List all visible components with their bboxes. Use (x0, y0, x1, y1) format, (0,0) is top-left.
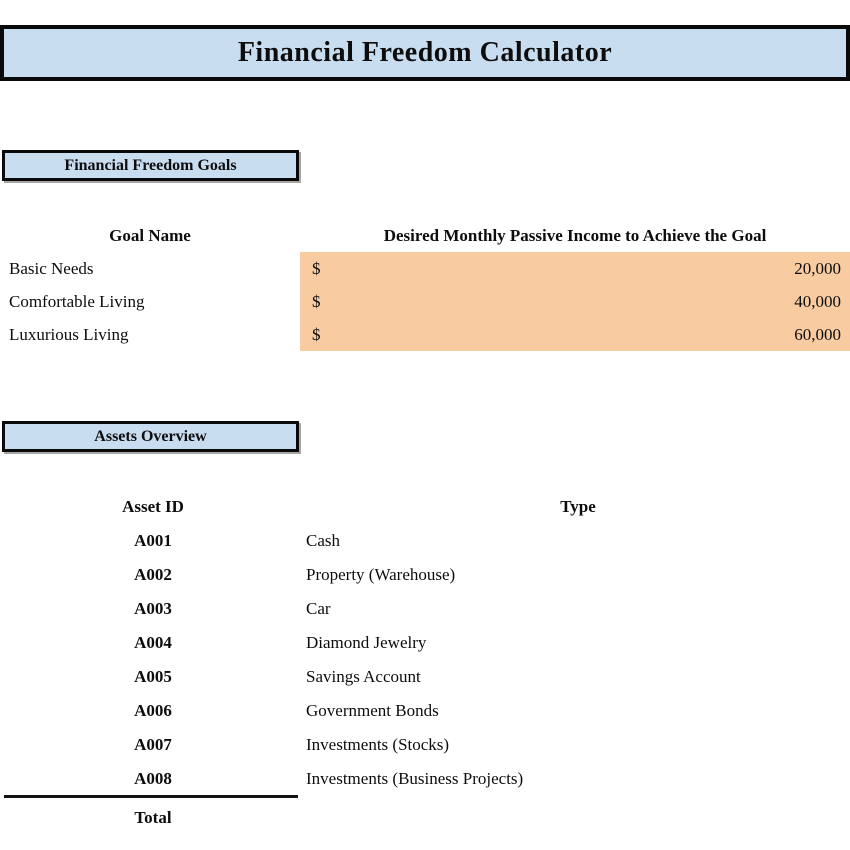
asset-id-cell: A002 (134, 565, 172, 584)
asset-id-column-header: Asset ID (122, 497, 184, 516)
goal-name-cell: Luxurious Living (9, 324, 129, 344)
asset-row (0, 524, 850, 558)
assets-table-header (0, 494, 850, 520)
asset-type-cell: Cash (306, 531, 340, 550)
asset-id-cell: A007 (134, 735, 172, 754)
asset-type-cell: Investments (Stocks) (306, 735, 450, 754)
asset-row (0, 762, 850, 796)
goal-amount-input-cell[interactable] (300, 252, 850, 285)
asset-row (0, 558, 850, 592)
asset-type-cell: Diamond Jewelry (306, 633, 427, 652)
goals-table-header (0, 223, 850, 249)
income-column-header: Desired Monthly Passive Income to Achieve the Goal (383, 226, 767, 245)
goals-section-title: Financial Freedom Goals (64, 156, 237, 174)
assets-section-title: Assets Overview (94, 427, 207, 445)
goal-amount-value: 60,000 (794, 324, 841, 344)
goal-name-cell: Comfortable Living (9, 291, 145, 311)
goal-amount-input-cell[interactable] (300, 285, 850, 318)
asset-id-cell: A005 (134, 667, 172, 686)
asset-row (0, 694, 850, 728)
title-banner (0, 25, 850, 81)
type-column-header: Type (560, 497, 596, 516)
page-title: Financial Freedom Calculator (237, 37, 613, 68)
asset-id-cell: A004 (134, 633, 172, 652)
goal-name-cell: Basic Needs (9, 258, 94, 278)
asset-type-cell: Savings Account (306, 667, 421, 686)
goal-name-column-header: Goal Name (109, 226, 191, 245)
goal-amount-value: 20,000 (794, 258, 841, 278)
goal-row (0, 318, 850, 351)
goal-row (0, 285, 850, 318)
asset-type-cell: Car (306, 599, 331, 618)
asset-id-cell: A001 (134, 531, 172, 550)
goals-table (0, 252, 850, 351)
asset-type-cell: Property (Warehouse) (306, 565, 456, 584)
asset-row (0, 728, 850, 762)
currency-symbol: $ (312, 258, 321, 278)
asset-type-cell: Government Bonds (306, 701, 439, 720)
goal-row (0, 252, 850, 285)
goal-amount-value: 40,000 (794, 291, 841, 311)
asset-id-cell: A006 (134, 701, 172, 720)
assets-table (0, 524, 850, 796)
asset-id-cell: A003 (134, 599, 172, 618)
total-label: Total (134, 808, 172, 827)
asset-row (0, 592, 850, 626)
goals-section-header (2, 150, 299, 181)
assets-section-header (2, 421, 299, 452)
asset-row (0, 660, 850, 694)
currency-symbol: $ (312, 324, 321, 344)
total-separator-line (4, 795, 298, 798)
asset-id-cell: A008 (134, 769, 172, 788)
goal-amount-input-cell[interactable] (300, 318, 850, 351)
asset-row (0, 626, 850, 660)
asset-type-cell: Investments (Business Projects) (306, 769, 524, 788)
currency-symbol: $ (312, 291, 321, 311)
